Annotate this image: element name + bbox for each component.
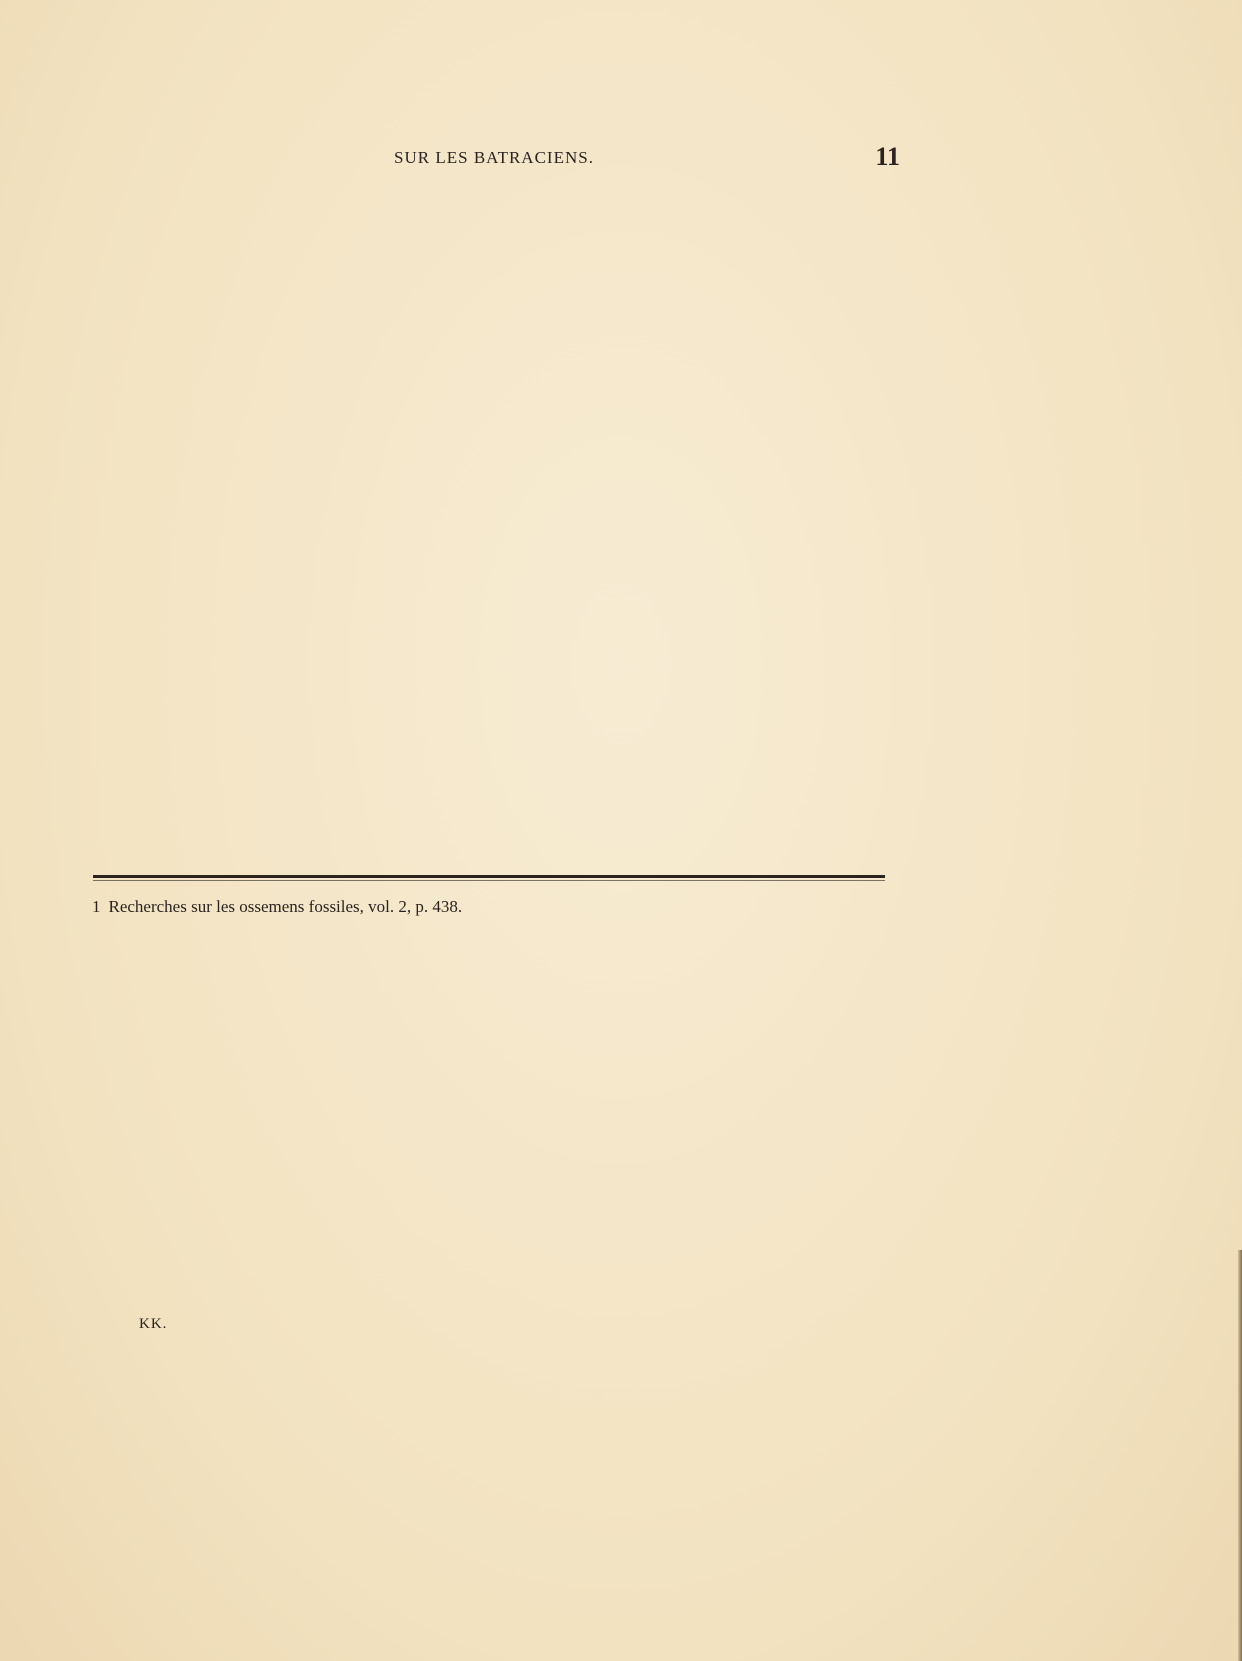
- page-header: [88, 142, 900, 176]
- footnote-number: 1: [92, 897, 101, 916]
- footnote-rule: [93, 875, 885, 878]
- page-edge: [1238, 1250, 1242, 1661]
- footnote: [92, 897, 462, 917]
- signature-mark: KK.: [139, 1316, 168, 1332]
- running-head: SUR LES BATRACIENS.: [394, 148, 594, 167]
- page-number: 11: [875, 142, 900, 171]
- footnote-text: Recherches sur les ossemens fossiles, vol. 2, p. 438.: [108, 897, 463, 916]
- footnote-rule-thin: [93, 880, 885, 881]
